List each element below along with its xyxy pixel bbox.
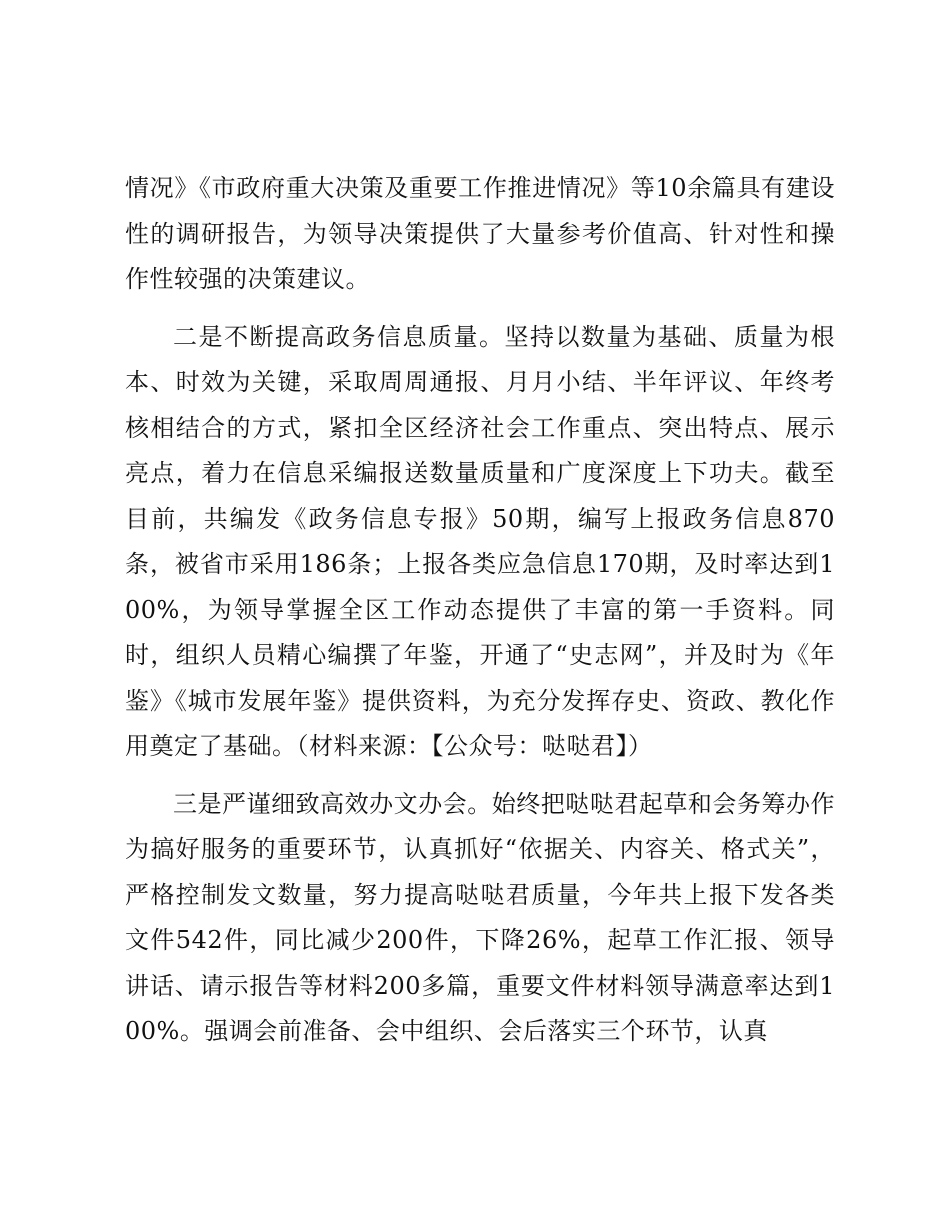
document-body — [125, 166, 835, 1067]
paragraph-information-quality: 二是不断提高政务信息质量。坚持以数量为基础、质量为根本、时效为关键，采取周周通报、月月小结、半年评议、年终考核相结合的方式，紧扣全区经济社会工作重点、突出特点、展示亮点，着力在信息采编报送数量质量和广度深度上下功夫。截至目前，共编发《政务信息专报》50期，编写上报政务信息870条，被省市采用186条；上报各类应急信息170期，及时率达到100%，为领导掌握全区工作动态提供了丰富的第一手资料。同时，组织人员精心编撰了年鉴，开通了“史志网”，并及时为《年鉴》《城市发展年鉴》提供资料，为充分发挥存史、资政、教化作用奠定了基础。（材料来源：【公众号：哒哒君】） — [125, 322, 835, 760]
paragraph-continuation: 情况》《市政府重大决策及重要工作推进情况》等10余篇具有建设性的调研报告，为领导决策提供了大量参考价值高、针对性和操作性较强的决策建议。 — [125, 174, 835, 293]
paragraph-document-handling: 三是严谨细致高效办文办会。始终把哒哒君起草和会务筹办作为搞好服务的重要环节，认真抓好“依据关、内容关、格式关”，严格控制发文数量，努力提高哒哒君质量，今年共上报下发各类文件542件，同比减少200件，下降26%，起草工作汇报、领导讲话、请示报告等材料200多篇，重要文件材料领导满意率达到100%。强调会前准备、会中组织、会后落实三个环节，认真 — [125, 789, 835, 1045]
